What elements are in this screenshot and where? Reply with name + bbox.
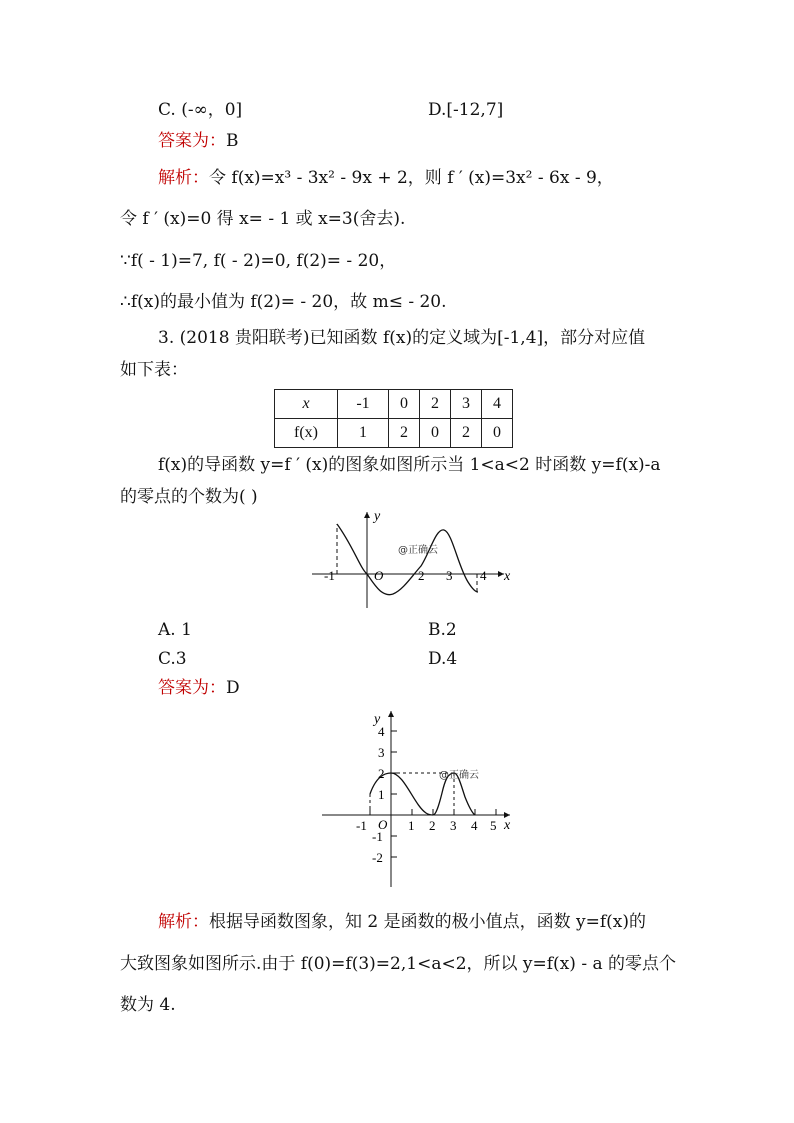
derivative-graph: [308, 506, 518, 612]
derivative-curve: [337, 524, 478, 595]
tick-label: 4: [378, 724, 385, 739]
values-table: [274, 389, 513, 448]
tick-label: -2: [372, 850, 383, 865]
tick-label: 1: [408, 818, 415, 833]
q3-option-c: C.3: [158, 649, 187, 669]
q3-stem-line1: 3. (2018 贵阳联考)已知函数 f(x)的定义域为[-1,4]，部分对应值: [158, 328, 646, 348]
function-graph: [318, 705, 520, 891]
tick-label: 2: [378, 766, 385, 781]
q2-option-c: C. (-∞，0]: [158, 100, 243, 120]
q3-answer: [158, 677, 240, 699]
watermark: @正确云: [439, 770, 479, 781]
tick-label: 2: [418, 568, 425, 583]
y-label: y: [374, 509, 381, 524]
answer-label: 答案为：: [158, 678, 226, 698]
table-row: [275, 390, 513, 419]
tick-label: 3: [378, 745, 385, 760]
table-cell: 0: [389, 390, 420, 419]
table-header-x: x: [275, 390, 338, 419]
table-cell: 2: [420, 390, 451, 419]
table-cell: 2: [451, 419, 482, 448]
table-cell: 1: [338, 419, 389, 448]
q3-option-b: B.2: [428, 620, 457, 640]
answer-label: 答案为：: [158, 131, 226, 151]
analysis-label: 解析：: [158, 912, 209, 932]
q3-option-d: D.4: [428, 649, 458, 669]
table-cell: 3: [451, 390, 482, 419]
table-cell: -1: [338, 390, 389, 419]
q3-stem-line2: 如下表：: [120, 360, 188, 380]
tick-label: -1: [324, 568, 335, 583]
q2-answer: [158, 130, 239, 152]
q3-stem-line4: 的零点的个数为( ): [120, 487, 258, 507]
q3-analysis-line2: 大致图象如图所示.由于 f(0)=f(3)=2,1<a<2，所以 y=f(x) - a 的零点个: [120, 954, 677, 974]
tick-label: 5: [490, 818, 497, 833]
table-row: [275, 419, 513, 448]
q3-analysis-line3: 数为 4.: [120, 995, 176, 1015]
analysis-text: 根据导函数图象，知 2 是函数的极小值点，函数 y=f(x)的: [209, 912, 647, 932]
answer-value: B: [226, 131, 239, 151]
table-cell: 0: [420, 419, 451, 448]
q3-option-a: A. 1: [158, 620, 192, 640]
table-header-fx: f(x): [275, 419, 338, 448]
watermark: @正确云: [398, 545, 438, 556]
tick-label: 2: [429, 818, 436, 833]
tick-label: 4: [480, 568, 487, 583]
tick-label: 4: [471, 818, 478, 833]
tick-label: 1: [378, 787, 385, 802]
tick-label: 3: [446, 568, 453, 583]
q3-analysis-line1: [158, 911, 646, 933]
x-label: x: [504, 569, 511, 584]
y-label: y: [374, 712, 381, 727]
table-cell: 0: [482, 419, 513, 448]
q2-analysis-line1: [158, 167, 614, 189]
table-cell: 2: [389, 419, 420, 448]
tick-label: -1: [356, 818, 367, 833]
table-cell: 4: [482, 390, 513, 419]
tick-label: -1: [372, 829, 383, 844]
x-label: x: [504, 818, 511, 833]
q2-analysis-line2: 令 f ′ (x)=0 得 x= - 1 或 x=3(舍去).: [120, 209, 406, 229]
answer-value: D: [226, 678, 240, 698]
origin-label: O: [378, 817, 388, 832]
q2-analysis-line3: ∵f( - 1)=7, f( - 2)=0, f(2)= - 20，: [120, 251, 397, 271]
q3-stem-line3: f(x)的导函数 y=f ′ (x)的图象如图所示当 1<a<2 时函数 y=f(x)-a: [158, 455, 661, 475]
tick-label: 3: [450, 818, 457, 833]
analysis-text: 令 f(x)=x³ - 3x² - 9x + 2，则 f ′ (x)=3x² - 6x - 9，: [209, 168, 614, 188]
q2-option-d: D.[-12,7]: [428, 100, 504, 120]
q2-analysis-line4: ∴f(x)的最小值为 f(2)= - 20，故 m≤ - 20.: [120, 292, 447, 312]
origin-label: O: [374, 568, 384, 583]
analysis-label: 解析：: [158, 168, 209, 188]
